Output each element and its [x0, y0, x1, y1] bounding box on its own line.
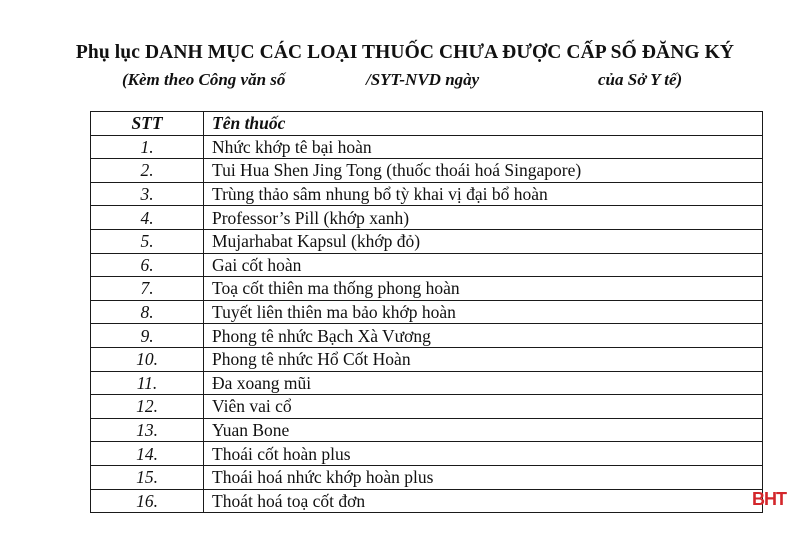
- row-stt: 8.: [91, 300, 204, 324]
- subtitle-issuer: của Sở Y tế): [598, 70, 683, 89]
- row-stt: 6.: [91, 253, 204, 277]
- document-subtitle: [0, 70, 810, 94]
- row-stt: 4.: [91, 206, 204, 230]
- row-stt: 1.: [91, 135, 204, 159]
- table-row: [91, 395, 763, 419]
- table-row: [91, 324, 763, 348]
- row-drug-name: Thoái cốt hoàn plus: [204, 442, 763, 466]
- row-stt: 15.: [91, 465, 204, 489]
- subtitle-reference: (Kèm theo Công văn số: [122, 70, 286, 89]
- table-body: [91, 135, 763, 513]
- row-stt: 11.: [91, 371, 204, 395]
- table-row: [91, 418, 763, 442]
- table-row: [91, 371, 763, 395]
- title-prefix: Phụ lục: [75, 42, 141, 63]
- drug-list-table: [90, 111, 763, 513]
- row-drug-name: Professor’s Pill (khớp xanh): [204, 206, 763, 230]
- row-stt: 14.: [91, 442, 204, 466]
- row-stt: 7.: [91, 277, 204, 301]
- row-stt: 2.: [91, 159, 204, 183]
- row-stt: 16.: [91, 489, 204, 513]
- header-stt: STT: [91, 112, 204, 136]
- header-drug-name: Tên thuốc: [204, 112, 763, 136]
- row-stt: 13.: [91, 418, 204, 442]
- row-drug-name: Thoái hoá nhức khớp hoàn plus: [204, 465, 763, 489]
- table-row: [91, 159, 763, 183]
- table-header-row: [91, 112, 763, 136]
- table-row: [91, 135, 763, 159]
- row-drug-name: Nhức khớp tê bại hoàn: [204, 135, 763, 159]
- row-stt: 10.: [91, 347, 204, 371]
- watermark-logo: BHT: [752, 489, 786, 509]
- table-row: [91, 206, 763, 230]
- row-drug-name: Trùng thảo sâm nhung bổ tỳ khai vị đại bổ hoàn: [204, 182, 763, 206]
- row-drug-name: Gai cốt hoàn: [204, 253, 763, 277]
- row-drug-name: Tuyết liên thiên ma bảo khớp hoàn: [204, 300, 763, 324]
- row-drug-name: Yuan Bone: [204, 418, 763, 442]
- table-row: [91, 465, 763, 489]
- row-drug-name: Phong tê nhức Bạch Xà Vương: [204, 324, 763, 348]
- table-row: [91, 442, 763, 466]
- table-row: [91, 489, 763, 513]
- table-row: [91, 229, 763, 253]
- row-stt: 3.: [91, 182, 204, 206]
- title-main: DANH MỤC CÁC LOẠI THUỐC CHƯA ĐƯỢC CẤP SỐ ĐĂNG KÝ: [145, 42, 735, 63]
- row-stt: 9.: [91, 324, 204, 348]
- row-drug-name: Tui Hua Shen Jing Tong (thuốc thoái hoá Singapore): [204, 159, 763, 183]
- row-drug-name: Mujarhabat Kapsul (khớp đỏ): [204, 229, 763, 253]
- row-drug-name: Viên vai cổ: [204, 395, 763, 419]
- row-stt: 5.: [91, 229, 204, 253]
- table-row: [91, 182, 763, 206]
- table-row: [91, 347, 763, 371]
- document-title: [0, 42, 810, 64]
- row-drug-name: Thoát hoá toạ cốt đơn: [204, 489, 763, 513]
- row-drug-name: Đa xoang mũi: [204, 371, 763, 395]
- row-drug-name: Toạ cốt thiên ma thống phong hoàn: [204, 277, 763, 301]
- subtitle-code: /SYT-NVD ngày: [366, 70, 480, 89]
- row-stt: 12.: [91, 395, 204, 419]
- table-row: [91, 300, 763, 324]
- table-row: [91, 253, 763, 277]
- row-drug-name: Phong tê nhức Hổ Cốt Hoàn: [204, 347, 763, 371]
- table-row: [91, 277, 763, 301]
